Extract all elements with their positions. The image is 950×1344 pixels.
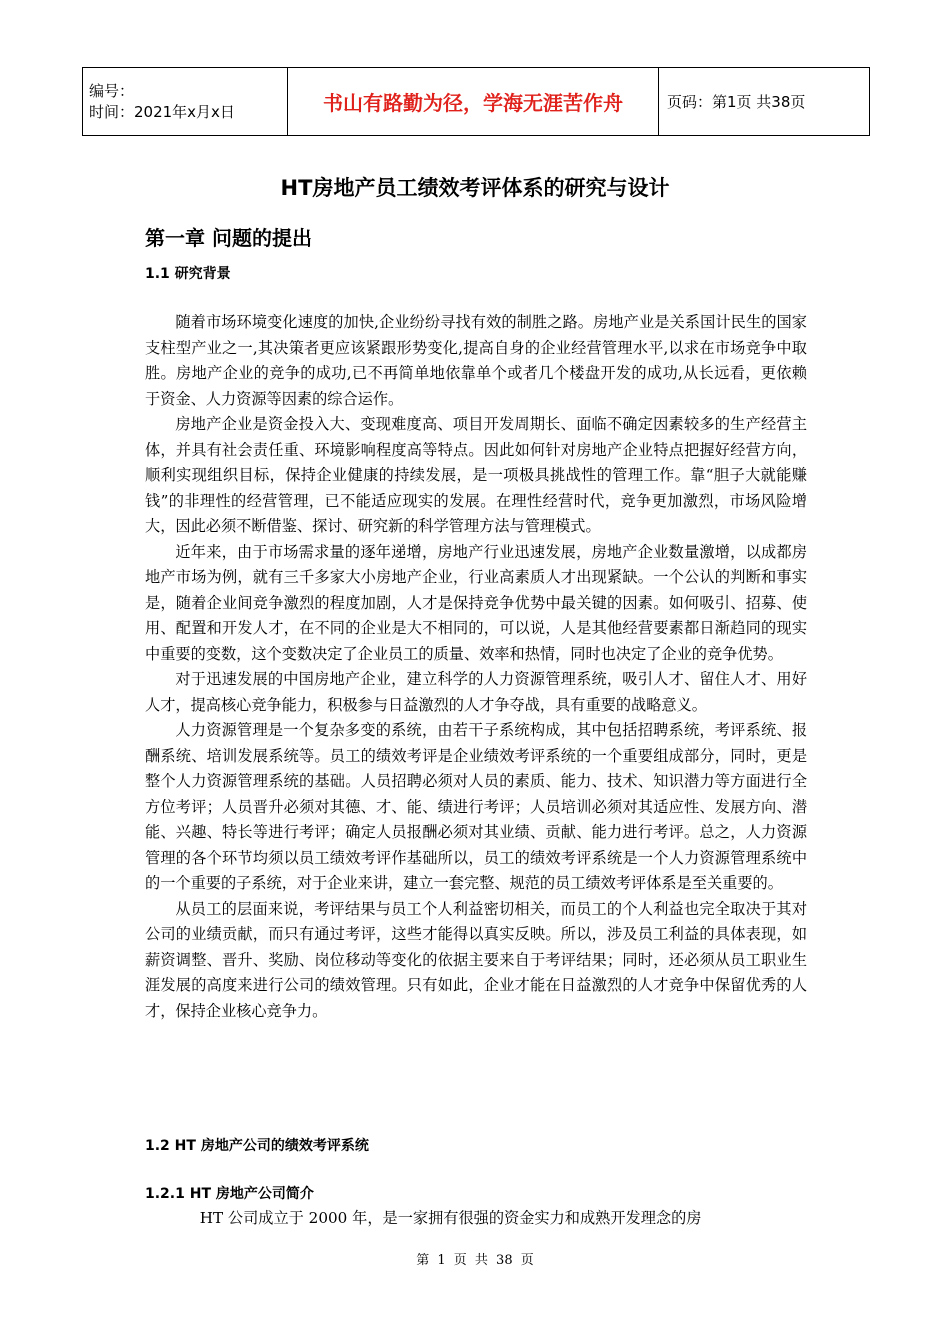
paragraph: 房地产企业是资金投入大、变现难度高、项目开发周期长、面临不确定因素较多的生产经营主体，并具有社会责任重、环境影响程度高等特点。因此如何针对房地产企业特点把握好经营方向，顺利实现组织目标，保持企业健康的持续发展，是一项极具挑战性的管理工作。靠“胆子大就能赚钱”的非理性的经营管理，已不能适应现实的发展。在理性经营时代，竞争更加激烈，市场风险增大，因此必须不断借鉴、探讨、研究新的科学管理方法与管理模式。 xyxy=(145,415,807,535)
header-page-info: 页码：第1页 共38页 xyxy=(659,68,870,136)
page-footer: 第 1 页 共 38 页 xyxy=(416,1253,534,1268)
document-title: HT房地产员工绩效考评体系的研究与设计 xyxy=(280,176,670,200)
time-label: 时间：2021年x月x日 xyxy=(89,102,235,121)
header-meta xyxy=(83,68,288,136)
paragraph-intro: HT 公司成立于 2000 年，是一家拥有很强的资金实力和成熟开发理念的房 xyxy=(199,1209,702,1227)
header-motto: 书山有路勤为径，学海无涯苦作舟 xyxy=(288,68,659,136)
number-label: 编号： xyxy=(89,81,135,100)
chapter-heading: 第一章 问题的提出 xyxy=(145,226,312,250)
paragraph: 近年来，由于市场需求量的逐年递增，房地产行业迅速发展，房地产企业数量激增，以成都房地产市场为例，就有三千多家大小房地产企业，行业高素质人才出现紧缺。一个公认的判断和事实是，随着企业间竞争激烈的程度加剧，人才是保持竞争优势中最关键的因素。如何吸引、招募、使用、配置和开发人才，在不同的企业是大不相同的，可以说，人是其他经营要素都日渐趋同的现实中重要的变数，这个变数决定了企业员工的质量、效率和热情，同时也决定了企业的竞争优势。 xyxy=(145,542,807,663)
page-header xyxy=(82,67,870,136)
section-heading-1-1: 1.1 研究背景 xyxy=(145,266,231,282)
paragraph: 人力资源管理是一个复杂多变的系统，由若干子系统构成，其中包括招聘系统，考评系统、报酬系统、培训发展系统等。员工的绩效考评是企业绩效考评系统的一个重要组成部分，同时，更是整个人力资源管理系统的基础。人员招聘必须对人员的素质、能力、技术、知识潜力等方面进行全方位考评；人员晋升必须对其德、才、能、绩进行考评；人员培训必须对其适应性、发展方向、潜能、兴趣、特长等进行考评；确定人员报酬必须对其业绩、贡献、能力进行考评。总之，人力资源管理的各个环节均须以员工绩效考评作基础所以，员工的绩效考评系统是一个人力资源管理系统中的一个重要的子系统，对于企业来讲，建立一套完整、规范的员工绩效考评体系是至关重要的。 xyxy=(145,721,807,892)
section-heading-1-2: 1.2 HT 房地产公司的绩效考评系统 xyxy=(145,1138,369,1154)
paragraph: 随着市场环境变化速度的加快,企业纷纷寻找有效的制胜之路。房地产业是关系国计民生的国家支柱型产业之一,其决策者更应该紧跟形势变化,提高自身的企业经营管理水平,以求在市场竞争中取胜。房地产企业的竞争的成功,已不再简单地依靠单个或者几个楼盘开发的成功,从长远看，更依赖于资金、人力资源等因素的综合运作。 xyxy=(145,313,807,408)
section-heading-1-2-1: 1.2.1 HT 房地产公司简介 xyxy=(145,1186,314,1202)
paragraph: 从员工的层面来说，考评结果与员工个人利益密切相关，而员工的个人利益也完全取决于其对公司的业绩贡献，而只有通过考评，这些才能得以真实反映。所以，涉及员工利益的具体表现，如薪资调整、晋升、奖励、岗位移动等变化的依据主要来自于考评结果；同时，还必须从员工职业生涯发展的高度来进行公司的绩效管理。只有如此，企业才能在日益激烈的人才竞争中保留优秀的人才，保持企业核心竞争力。 xyxy=(145,899,807,1020)
body-text xyxy=(145,310,807,1024)
paragraph: 对于迅速发展的中国房地产企业，建立科学的人力资源管理系统，吸引人才、留住人才、用好人才，提高核心竞争能力，积极参与日益激烈的人才争夺战，具有重要的战略意义。 xyxy=(145,670,807,714)
